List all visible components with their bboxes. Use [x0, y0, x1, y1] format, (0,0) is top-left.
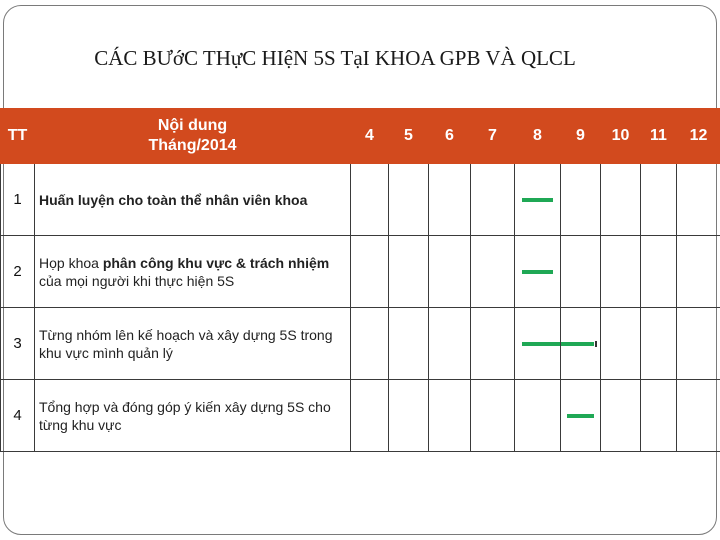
month-cell — [471, 308, 515, 380]
row-content — [35, 236, 351, 308]
table-row — [1, 164, 720, 236]
month-cell — [601, 380, 641, 452]
month-cell — [641, 308, 677, 380]
month-cell — [561, 236, 601, 308]
timeline-bar — [522, 198, 554, 202]
header-content-line1: Nội dung — [157, 117, 228, 134]
month-cell — [351, 308, 389, 380]
timeline-bar — [567, 414, 594, 418]
row-number: 2 — [1, 236, 35, 308]
month-cell — [429, 164, 471, 236]
header-month: 7 — [471, 109, 515, 164]
header-content-line2: Tháng/2014 — [148, 137, 237, 154]
header-month: 12 — [677, 109, 720, 164]
month-cell — [561, 308, 601, 380]
header-month: 5 — [389, 109, 429, 164]
header-month: 9 — [561, 109, 601, 164]
header-month: 6 — [429, 109, 471, 164]
row-content — [35, 308, 351, 380]
month-cell — [389, 380, 429, 452]
timeline-bar — [561, 342, 594, 346]
month-cell — [429, 236, 471, 308]
month-cell — [601, 308, 641, 380]
month-cell — [471, 164, 515, 236]
timeline-bar — [522, 342, 560, 346]
row-number: 3 — [1, 308, 35, 380]
month-cell — [601, 164, 641, 236]
header-month: 4 — [351, 109, 389, 164]
header-content — [35, 109, 351, 164]
month-cell — [471, 236, 515, 308]
month-cell — [641, 164, 677, 236]
month-cell — [641, 380, 677, 452]
month-cell — [429, 380, 471, 452]
row-content-part: Tổng hợp và đóng góp ý kiến xây dựng 5S cho từng khu vực — [39, 398, 331, 433]
month-cell — [389, 236, 429, 308]
row-number: 4 — [1, 380, 35, 452]
row-content — [35, 164, 351, 236]
month-cell — [677, 308, 720, 380]
header-month: 11 — [641, 109, 677, 164]
row-number: 1 — [1, 164, 35, 236]
table-row — [1, 380, 720, 452]
row-content-part: phân công khu vực & trách nhiệm — [102, 254, 330, 271]
header-tt: TT — [1, 109, 35, 164]
month-cell — [351, 164, 389, 236]
month-cell — [515, 380, 561, 452]
month-cell — [677, 380, 720, 452]
header-month: 10 — [601, 109, 641, 164]
month-cell — [677, 164, 720, 236]
month-cell — [601, 236, 641, 308]
month-cell — [389, 164, 429, 236]
row-content-part: của mọi người khi thực hiện 5S — [39, 272, 235, 289]
month-cell — [389, 308, 429, 380]
month-cell — [429, 308, 471, 380]
row-content — [35, 380, 351, 452]
table-row — [1, 236, 720, 308]
month-cell — [351, 236, 389, 308]
table-row — [1, 308, 720, 380]
page-title: CÁC BƯớC THựC HIệN 5S TạI KHOA GPB VÀ QLCL — [94, 46, 576, 70]
month-cell — [515, 164, 561, 236]
month-cell — [351, 380, 389, 452]
month-cell — [515, 236, 561, 308]
month-cell — [515, 308, 561, 380]
timeline-bar — [522, 270, 554, 274]
month-cell — [641, 236, 677, 308]
header-month: 8 — [515, 109, 561, 164]
month-cell — [561, 164, 601, 236]
month-cell — [561, 380, 601, 452]
month-cell — [677, 236, 720, 308]
schedule-table — [0, 108, 720, 452]
row-content-part: Từng nhóm lên kế hoạch và xây dựng 5S trong khu vực mình quản lý — [39, 326, 333, 361]
schedule-body — [1, 164, 720, 452]
header-row — [1, 109, 720, 164]
month-cell — [471, 380, 515, 452]
row-content-part: Họp khoa — [39, 254, 103, 271]
row-content-part: Huấn luyện cho toàn thể nhân viên khoa — [39, 191, 308, 208]
